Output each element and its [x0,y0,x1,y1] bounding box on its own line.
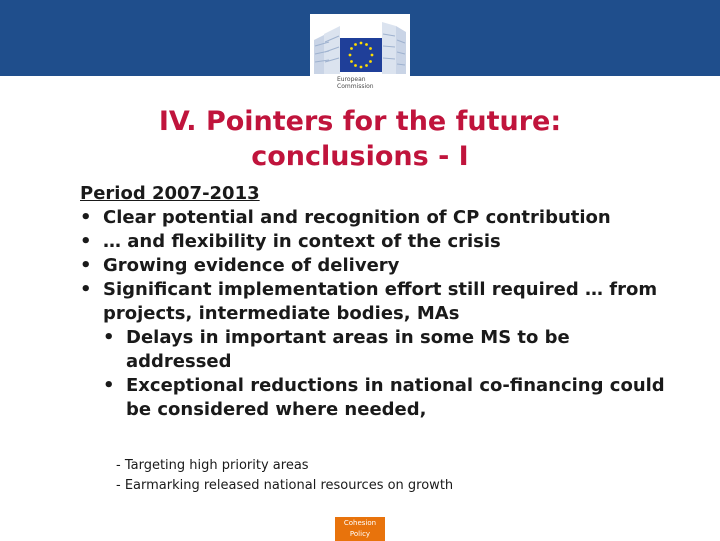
period-heading: Period 2007-2013 [80,183,260,204]
eu-commission-building-icon [310,14,410,76]
bullet-item: • Significant implementation effort still required … from projects, intermediate bodies, MAs [80,278,680,326]
indented-bullet-wrap [80,326,680,422]
eu-commission-logo [310,14,410,96]
slide-title-line2: conclusions - I [251,141,469,172]
slide-title-line1: IV. Pointers for the future: [158,106,562,137]
bullet-item: • Growing evidence of delivery [80,254,680,278]
logo-text-line1: European [337,76,366,83]
badge-line1: Cohesion [343,519,377,527]
sub-item: - Targeting high priority areas [116,458,309,473]
sub-item: - Earmarking released national resources on growth [116,478,454,493]
sub-item-list [116,456,453,496]
bullet-item: • … and flexibility in context of the crisis [80,230,680,254]
main-bullet-list [80,206,680,326]
indented-bullet-item: • Exceptional reductions in national co-financing could be considered where needed, [103,374,680,422]
cohesion-policy-badge [335,517,385,541]
logo-text-line2: Commission [337,83,374,90]
indented-bullet-list [103,326,680,422]
slide-title [0,104,720,174]
badge-line2: Policy [349,530,371,538]
indented-bullet-item: • Delays in important areas in some MS to be addressed [103,326,680,374]
logo-text [337,76,387,90]
bullet-item: • Clear potential and recognition of CP contribution [80,206,680,230]
slide-content [80,182,680,422]
